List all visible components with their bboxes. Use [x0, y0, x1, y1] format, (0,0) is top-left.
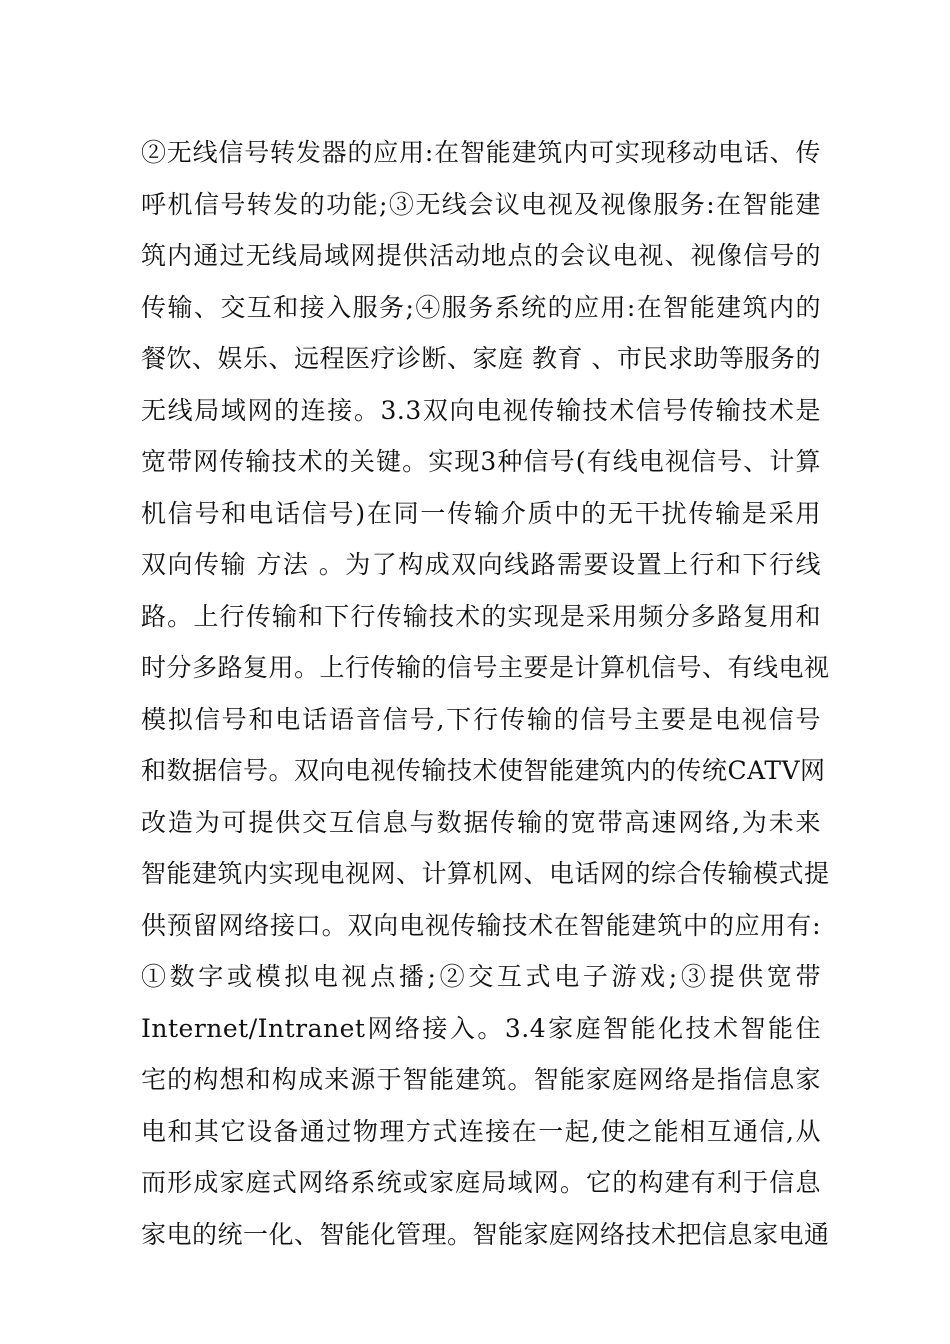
text-line: Internet/Intranet网络接入。3.4家庭智能化技术智能住 — [141, 1013, 821, 1043]
text-line: 双向传输 方法 。为了构成双向线路需要设置上行和下行线 — [141, 550, 821, 579]
body-text — [141, 127, 830, 1260]
text-line: 而形成家庭式网络系统或家庭局域网。它的构建有利于信息 — [141, 1168, 821, 1197]
text-line: 和数据信号。双向电视传输技术使智能建筑内的传统CATV网 — [141, 756, 826, 785]
text-line: 供预留网络接口。双向电视传输技术在智能建筑中的应用有: — [141, 910, 821, 940]
text-line: 时分多路复用。上行传输的信号主要是计算机信号、有线电视 — [141, 653, 830, 682]
text-line: ②无线信号转发器的应用:在智能建筑内可实现移动电话、传 — [141, 138, 821, 167]
text-line: 家电的统一化、智能化管理。智能家庭网络技术把信息家电通 — [141, 1219, 830, 1249]
text-line: 智能建筑内实现电视网、计算机网、电话网的综合传输模式提 — [141, 859, 830, 888]
text-line: 筑内通过无线局域网提供活动地点的会议电视、视像信号的 — [141, 241, 821, 270]
text-line: 宽带网传输技术的关键。实现3种信号(有线电视信号、计算 — [141, 447, 821, 476]
text-line: 传输、交互和接入服务;④服务系统的应用:在智能建筑内的 — [141, 292, 821, 322]
text-line: 机信号和电话信号)在同一传输介质中的无干扰传输是采用 — [141, 498, 821, 528]
text-line: 呼机信号转发的功能;③无线会议电视及视像服务:在智能建 — [141, 189, 821, 219]
text-line: 宅的构想和构成来源于智能建筑。智能家庭网络是指信息家 — [141, 1065, 821, 1094]
text-line: 改造为可提供交互信息与数据传输的宽带高速网络,为未来 — [141, 807, 821, 837]
text-line: 模拟信号和电话语音信号,下行传输的信号主要是电视信号 — [141, 704, 821, 734]
text-line: 路。上行传输和下行传输技术的实现是采用频分多路复用和 — [141, 601, 821, 631]
text-line: ①数字或模拟电视点播;②交互式电子游戏;③提供宽带 — [141, 962, 821, 991]
text-line: 电和其它设备通过物理方式连接在一起,使之能相互通信,从 — [141, 1116, 821, 1146]
text-line: 无线局域网的连接。3.3双向电视传输技术信号传输技术是 — [141, 395, 821, 425]
text-line: 餐饮、娱乐、远程医疗诊断、家庭 教育 、市民求助等服务的 — [141, 344, 821, 373]
